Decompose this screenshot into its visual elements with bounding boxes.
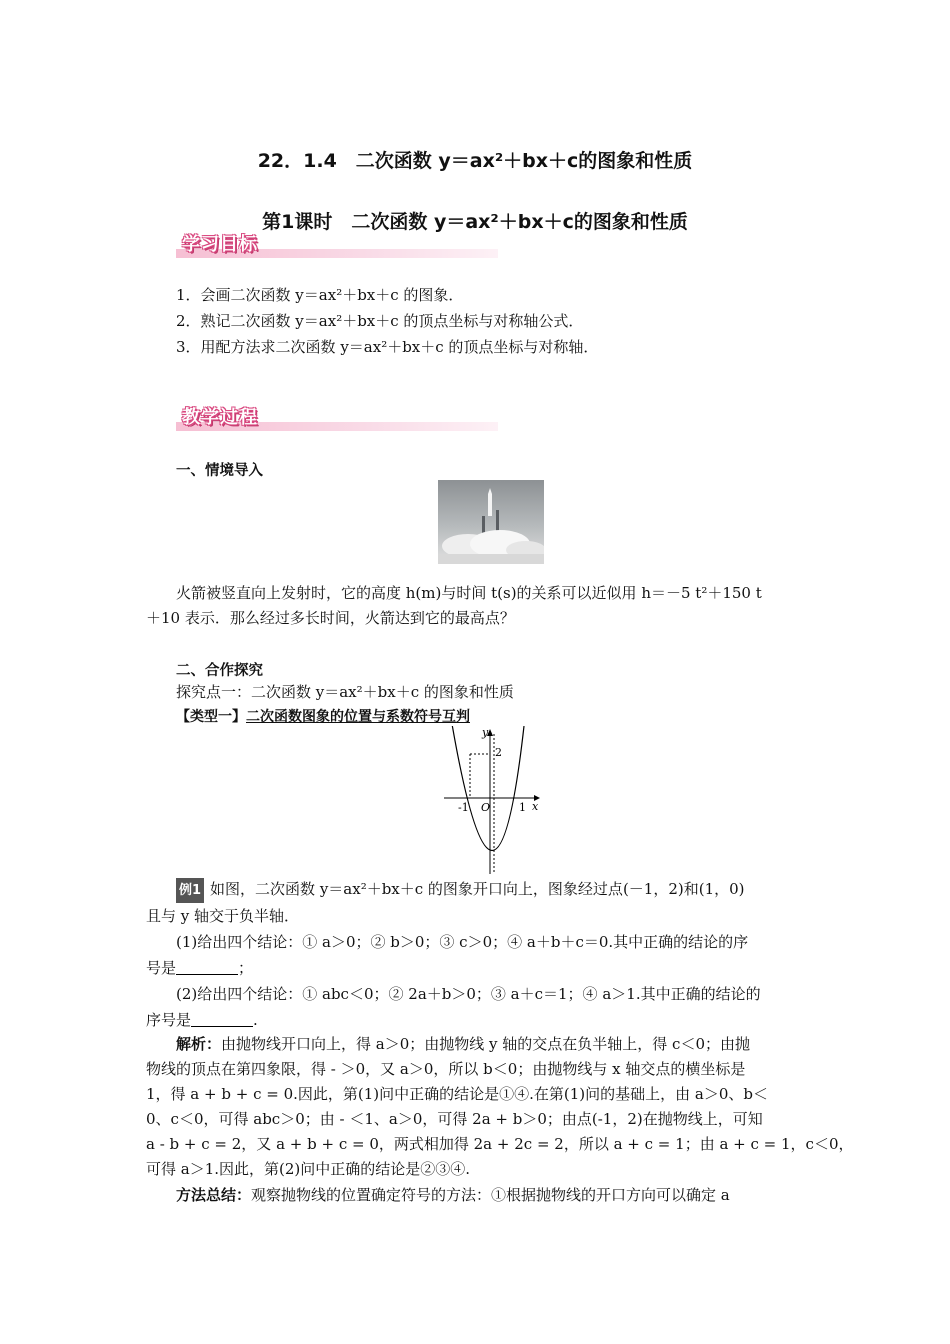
analysis-label: 解析： [176, 1035, 222, 1053]
objectives-banner [176, 230, 498, 260]
example-text: 如图，二次函数 y＝ax²＋bx＋c 的图象开口向上，图象经过点(－1，2)和(1，0) [210, 880, 745, 898]
objective-item: 2．熟记二次函数 y＝ax²＋bx＋c 的顶点坐标与对称轴公式． [176, 312, 584, 330]
section-heading-explore: 二、合作探究 [176, 663, 263, 679]
rocket-illustration [438, 480, 544, 564]
analysis-line [176, 1032, 750, 1057]
answer-prefix: 序号是 [146, 1011, 192, 1029]
intro-text-line: 火箭被竖直向上发射时，它的高度 h(m)与时间 t(s)的关系可以近似用 h＝－5 t²＋150 t [176, 584, 762, 602]
objective-item: 3．用配方法求二次函数 y＝ax²＋bx＋c 的顶点坐标与对称轴． [176, 338, 599, 356]
analysis-line: 可得 a＞1.因此，第(2)问中正确的结论是②③④. [146, 1160, 471, 1178]
question1-answer-line [146, 956, 253, 981]
example-line [176, 877, 745, 903]
analysis-line: 0、c＜0，可得 abc＞0；由 - ＜1、a＞0，可得 2a + b＞0；由点(-1，2)在抛物线上，可知 [146, 1110, 763, 1128]
answer-prefix: 号是 [146, 959, 177, 977]
intro-text-line: ＋10 表示．那么经过多长时间，火箭达到它的最高点？ [146, 609, 515, 627]
type-title: 二次函数图象的位置与系数符号互判 [246, 709, 470, 725]
explore-point: 探究点一：二次函数 y＝ax²＋bx＋c 的图象和性质 [176, 683, 514, 701]
summary-text: 观察抛物线的位置确定符号的方法：①根据抛物线的开口方向可以确定 a [251, 1186, 730, 1204]
objective-item: 1．会画二次函数 y＝ax²＋bx＋c 的图象． [176, 286, 464, 304]
analysis-line: a - b + c = 2，又 a + b + c = 0，两式相加得 2a + 2c = 2，所以 a + c = 1；由 a + c = 1，c＜0， [146, 1135, 854, 1153]
analysis-line: 物线的顶点在第四象限，得 - ＞0，又 a＞0，所以 b＜0；由抛物线与 x 轴交点的横坐标是 [146, 1060, 746, 1078]
type-prefix: 【类型一】 [176, 709, 246, 725]
question1-line: (1)给出四个结论：① a＞0；② b＞0；③ c＞0；④ a＋b＋c＝0.其中正确的结论的序 [176, 933, 749, 951]
tick-label-1: 1 [519, 801, 526, 814]
rocket-launch-image [438, 480, 544, 564]
question2-line: (2)给出四个结论：① abc＜0；② 2a＋b＞0；③ a＋c＝1；④ a＞1.其中正确的结论的 [176, 985, 761, 1003]
example-line: 且与 y 轴交于负半轴． [146, 907, 300, 925]
tick-label-neg1: -1 [458, 801, 469, 814]
y-label: y [482, 726, 489, 739]
parabola-graph [438, 726, 548, 876]
example-badge: 例1 [176, 878, 204, 903]
analysis-text: 由抛物线开口向上，得 a＞0；由抛物线 y 轴的交点在负半轴上，得 c＜0；由抛 [221, 1035, 750, 1053]
type-heading [176, 706, 470, 726]
summary-label: 方法总结： [176, 1186, 252, 1204]
objectives-banner-label: 学习目标 [182, 234, 258, 255]
analysis-line: 1，得 a + b + c = 0.因此，第(1)问中正确的结论是①④.在第(1)问的基础上，由 a＞0、b＜ [146, 1085, 769, 1103]
process-banner-label: 教学过程 [182, 407, 258, 428]
process-banner [176, 403, 498, 433]
answer-blank[interactable] [176, 960, 238, 975]
origin-label: O [481, 801, 491, 814]
tick-label-2: 2 [495, 746, 502, 759]
main-title: 22．1.4 二次函数 y＝ax²＋bx＋c的图象和性质 [257, 150, 693, 172]
answer-suffix: ； [238, 959, 254, 977]
answer-suffix: . [253, 1011, 258, 1029]
parabola-curve [452, 726, 524, 851]
x-label: x [532, 800, 539, 813]
question2-answer-line [146, 1008, 258, 1033]
lesson-subtitle: 第1课时 二次函数 y＝ax²＋bx＋c的图象和性质 [262, 211, 688, 233]
section-heading-intro: 一、情境导入 [176, 463, 263, 479]
method-summary-line [176, 1183, 730, 1208]
answer-blank[interactable] [191, 1012, 253, 1027]
